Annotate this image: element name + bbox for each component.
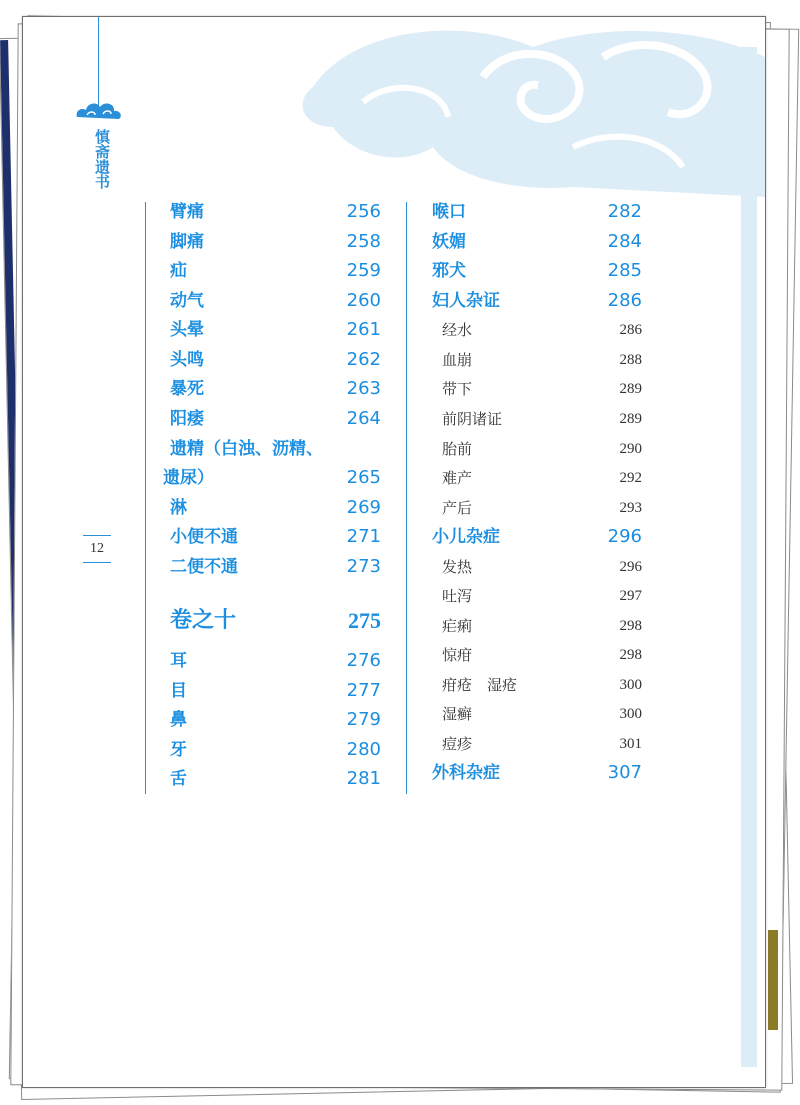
toc-entry-page: 307: [607, 762, 642, 783]
toc-subentry-page: 301: [619, 736, 642, 752]
toc-subentry-page: 292: [619, 470, 642, 486]
toc-entry-title: 妇人杂证: [432, 291, 500, 311]
toc-subentry-page: 288: [619, 352, 642, 368]
toc-entry-page: 276: [346, 650, 381, 671]
toc-subentry-title: 带下: [442, 380, 473, 398]
toc-subentry[interactable]: [442, 582, 642, 610]
toc-entry-multiline-cont[interactable]: [163, 464, 381, 492]
right-margin-band: [741, 47, 757, 1067]
toc-entry[interactable]: [170, 228, 381, 256]
toc-entry-title: 脚痛: [170, 232, 204, 252]
toc-entry-title: 淋: [170, 498, 187, 518]
toc-entry-page: 264: [346, 408, 381, 429]
toc-entry[interactable]: [432, 759, 642, 787]
toc-subentry-title: 难产: [442, 469, 473, 487]
cloud-icon: [73, 97, 125, 123]
toc-subentry[interactable]: [442, 700, 642, 728]
toc-entry-title: 耳: [170, 651, 187, 671]
toc-entry-page: 286: [607, 290, 642, 311]
toc-page: [22, 16, 766, 1088]
page-edge-accent: [768, 930, 778, 1030]
toc-entry-page: 271: [346, 526, 381, 547]
toc-entry[interactable]: [170, 405, 381, 433]
toc-entry[interactable]: [432, 523, 642, 551]
toc-entry-page: 263: [346, 378, 381, 399]
toc-subentry[interactable]: [442, 553, 642, 581]
toc-entry[interactable]: [170, 257, 381, 285]
toc-subentry[interactable]: [442, 494, 642, 522]
toc-subentry-page: 297: [619, 588, 642, 604]
toc-subentry[interactable]: [442, 641, 642, 669]
toc-entry-title: 小儿杂症: [432, 527, 500, 547]
toc-entry[interactable]: [170, 287, 381, 315]
toc-entry[interactable]: [170, 375, 381, 403]
toc-subentry-title: 湿癣: [442, 705, 473, 723]
toc-entry[interactable]: [170, 346, 381, 374]
toc-entry-title: 牙: [170, 740, 187, 760]
toc-entry[interactable]: [170, 647, 381, 675]
left-column-rule: [145, 202, 146, 794]
toc-entry[interactable]: [170, 736, 381, 764]
toc-entry[interactable]: [170, 316, 381, 344]
toc-entry-page: 282: [607, 201, 642, 222]
toc-entry[interactable]: [432, 228, 642, 256]
toc-entry-page: 269: [346, 497, 381, 518]
page-number: 12: [90, 541, 104, 556]
toc-entry-title: 妖媚: [432, 232, 466, 252]
toc-entry-title: 外科杂症: [432, 763, 500, 783]
toc-entry-title-line1: 遗精（白浊、沥精、: [170, 439, 323, 459]
toc-entry-title: 邪犬: [432, 261, 466, 281]
toc-entry-title: 暴死: [170, 379, 204, 399]
toc-entry[interactable]: [432, 257, 642, 285]
toc-entry-multiline[interactable]: [170, 435, 381, 463]
toc-entry-title: 臂痛: [170, 202, 204, 222]
toc-subentry-page: 300: [619, 677, 642, 693]
toc-subentry-title: 惊疳: [442, 646, 473, 664]
toc-entry[interactable]: [170, 677, 381, 705]
toc-entry-title: 头鸣: [170, 350, 204, 370]
toc-entry[interactable]: [432, 198, 642, 226]
toc-entry[interactable]: [170, 523, 381, 551]
toc-subentry-page: 286: [619, 322, 642, 338]
toc-subentry[interactable]: [442, 730, 642, 758]
toc-subentry-title: 血崩: [442, 351, 473, 369]
toc-subentry[interactable]: [442, 375, 642, 403]
page-number-rule-bottom: [83, 562, 111, 563]
toc-entry-page: 281: [346, 768, 381, 789]
toc-subentry[interactable]: [442, 671, 642, 699]
toc-entry-title: 喉口: [432, 202, 466, 222]
toc-subentry-page: 289: [619, 381, 642, 397]
volume-page: 275: [348, 608, 381, 633]
toc-entry[interactable]: [432, 287, 642, 315]
toc-entry-page: 279: [346, 709, 381, 730]
toc-subentry-title: 吐泻: [442, 587, 473, 605]
toc-subentry-title: 胎前: [442, 440, 473, 458]
toc-entry-page: 296: [607, 526, 642, 547]
hanging-line: [98, 17, 99, 109]
toc-subentry[interactable]: [442, 316, 642, 344]
toc-subentry[interactable]: [442, 346, 642, 374]
toc-entry[interactable]: [170, 198, 381, 226]
toc-subentry[interactable]: [442, 435, 642, 463]
toc-volume-heading[interactable]: [170, 605, 381, 637]
toc-entry-page: 260: [346, 290, 381, 311]
toc-subentry-title: 痘疹: [442, 735, 473, 753]
toc-entry-page: 261: [346, 319, 381, 340]
toc-subentry-page: 290: [619, 441, 642, 457]
toc-subentry[interactable]: [442, 612, 642, 640]
toc-entry-title: 动气: [170, 291, 204, 311]
toc-subentry-title: 疳疮 湿疮: [442, 676, 518, 694]
toc-subentry-title: 前阴诸证: [442, 410, 503, 428]
toc-subentry[interactable]: [442, 464, 642, 492]
toc-entry-title: 目: [170, 681, 187, 701]
toc-entry-page: 259: [346, 260, 381, 281]
toc-entry[interactable]: [170, 494, 381, 522]
toc-subentry-page: 300: [619, 706, 642, 722]
toc-subentry-title: 发热: [442, 558, 473, 576]
toc-entry-page: 262: [346, 349, 381, 370]
toc-subentry-page: 298: [619, 618, 642, 634]
toc-subentry-title: 经水: [442, 321, 473, 339]
right-column-rule: [406, 202, 407, 794]
toc-entry-title: 二便不通: [170, 557, 238, 577]
toc-entry[interactable]: [170, 765, 381, 793]
cloud-pattern-decoration: [273, 17, 765, 197]
toc-entry-title: 疝: [170, 261, 187, 281]
series-title: 慎斋遗书: [93, 129, 111, 189]
toc-subentry-title: 疟痢: [442, 617, 473, 635]
toc-subentry-title: 产后: [442, 499, 473, 517]
toc-entry-page: 258: [346, 231, 381, 252]
toc-subentry-page: 296: [619, 559, 642, 575]
toc-entry[interactable]: [170, 553, 381, 581]
toc-subentry[interactable]: [442, 405, 642, 433]
toc-entry-page: 277: [346, 680, 381, 701]
volume-title: 卷之十: [170, 608, 237, 633]
toc-entry-title: 舌: [170, 769, 187, 789]
toc-entry-title: 阳痿: [170, 409, 204, 429]
toc-entry-page: 265: [346, 467, 381, 488]
page-number-block: [83, 535, 111, 563]
toc-entry-page: 285: [607, 260, 642, 281]
toc-entry-page: 273: [346, 556, 381, 577]
toc-entry-page: 256: [346, 201, 381, 222]
toc-entry-page: 284: [607, 231, 642, 252]
toc-subentry-page: 293: [619, 500, 642, 516]
toc-entry-page: 280: [346, 739, 381, 760]
toc-entry-title: 头晕: [170, 320, 204, 340]
toc-entry-title-line2: 遗尿）: [163, 468, 214, 488]
toc-subentry-page: 289: [619, 411, 642, 427]
toc-subentry-page: 298: [619, 647, 642, 663]
toc-entry-title: 鼻: [170, 710, 187, 730]
toc-entry[interactable]: [170, 706, 381, 734]
toc-entry-title: 小便不通: [170, 527, 238, 547]
